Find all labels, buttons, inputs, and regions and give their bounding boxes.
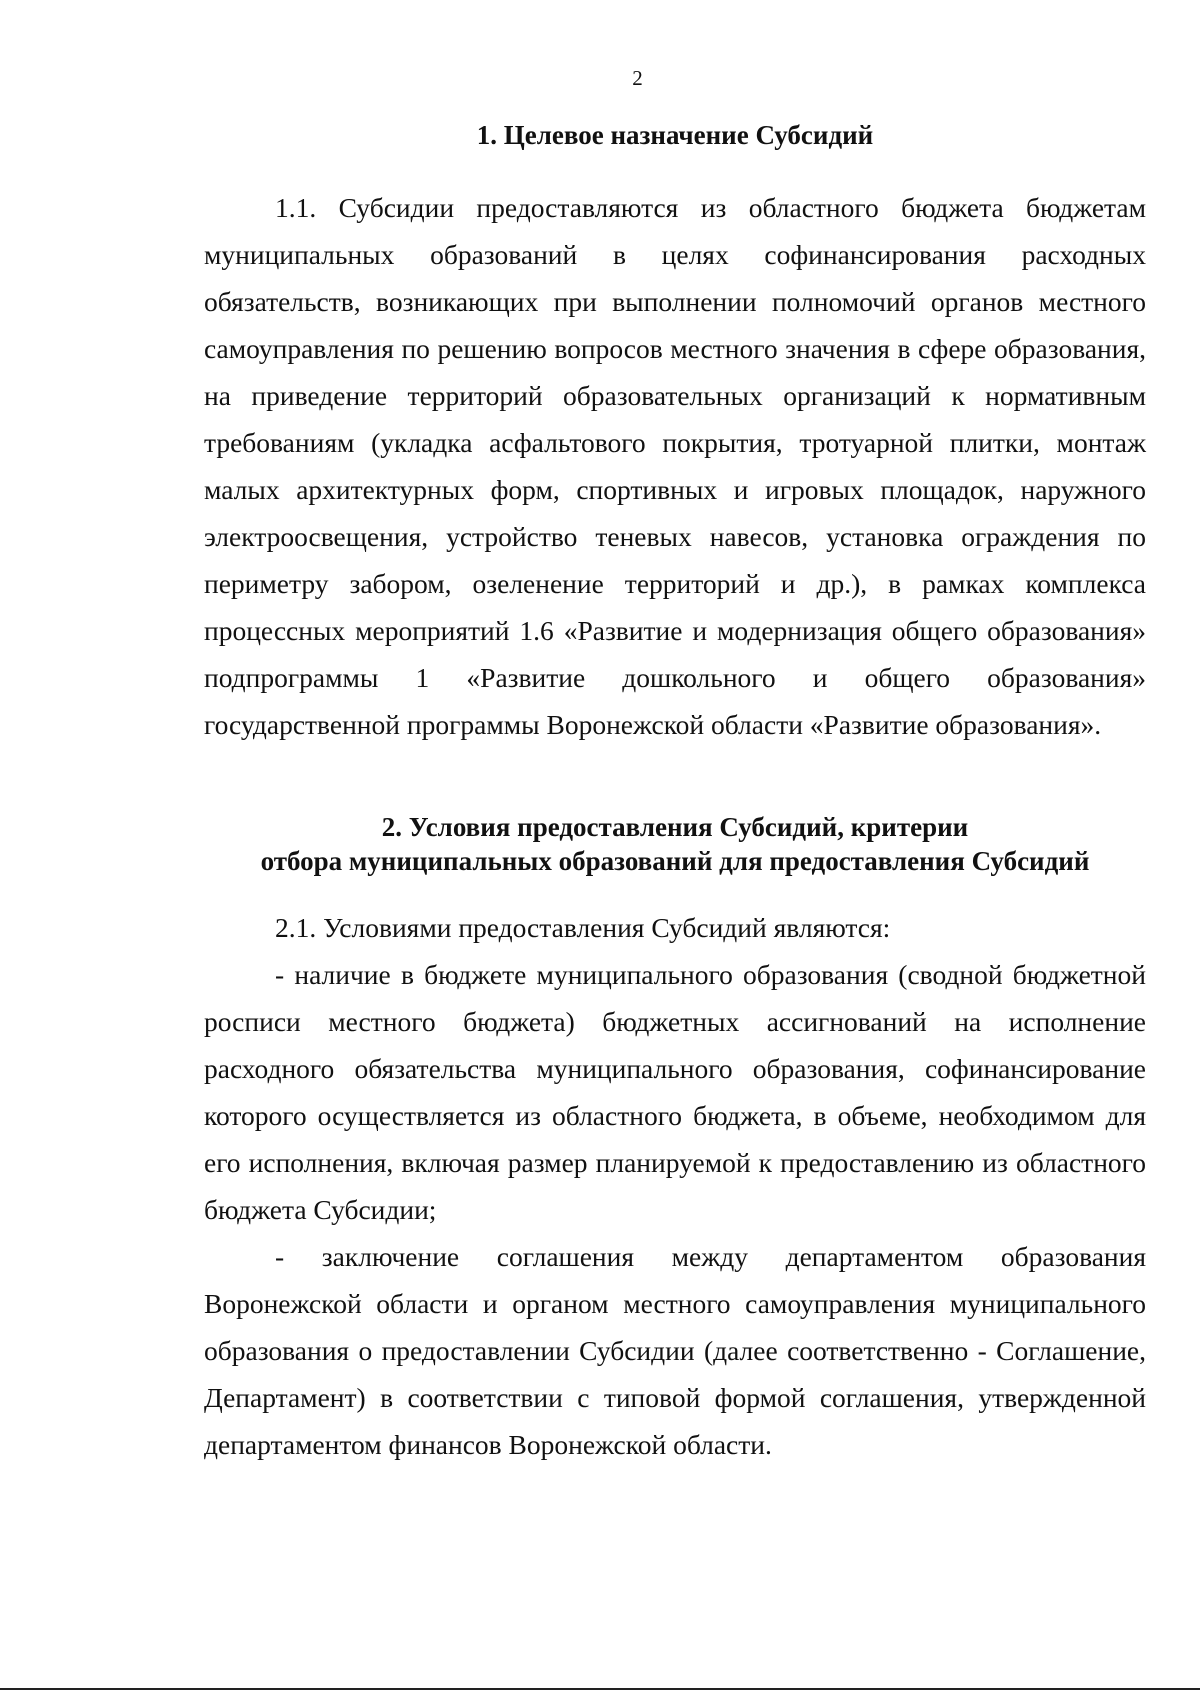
paragraph-2-1-item-2: - заключение соглашения между департаментом образования Воронежской области и органом местного самоуправления муниципального образования о предоставлении Субсидии (далее соответственно - Соглашение, Департамент) в соответствии с типовой формой соглашения, утвержденной департаментом финансов Воронежской области. — [204, 1241, 1146, 1460]
section-2-title-line-2: отбора муниципальных образований для предоставления Субсидий — [260, 846, 1090, 876]
page-number: 2 — [632, 66, 643, 90]
paragraph-1-1: 1.1. Субсидии предоставляются из областного бюджета бюджетам муниципальных образований в целях софинансирования расходных обязательств, возникающих при выполнении полномочий органов местного самоуправления по решению вопросов местного значения в сфере образования, на приведение территорий образовательных организаций к нормативным требованиям (укладка асфальтового покрытия, тротуарной плитки, монтаж малых архитектурных форм, спортивных и игровых площадок, наружного электроосвещения, устройство теневых навесов, установка ограждения по периметру забором, озеленение территорий и др.), в рамках комплекса процессных мероприятий 1.6 «Развитие и модернизация общего образования» подпрограммы 1 «Развитие дошкольного и общего образования» государственной программы Воронежской области «Развитие образования». — [204, 192, 1146, 740]
paragraph-2-1-item-1: - наличие в бюджете муниципального образования (сводной бюджетной росписи местного бюджета) бюджетных ассигнований на исполнение расходного обязательства муниципального образования, софинансирование которого осуществляется из областного бюджета, в объеме, необходимом для его исполнения, включая размер планируемой к предоставлению из областного бюджета Субсидии; — [204, 959, 1146, 1225]
section-2-title — [204, 810, 1146, 878]
document-body — [204, 118, 1146, 1468]
bottom-scan-edge — [0, 1688, 1200, 1690]
section-2-title-line-1: 2. Условия предоставления Субсидий, критерии — [381, 812, 969, 842]
section-1-title: 1. Целевое назначение Субсидий — [476, 120, 874, 150]
paragraph-2-1: 2.1. Условиями предоставления Субсидий являются: — [275, 912, 891, 943]
